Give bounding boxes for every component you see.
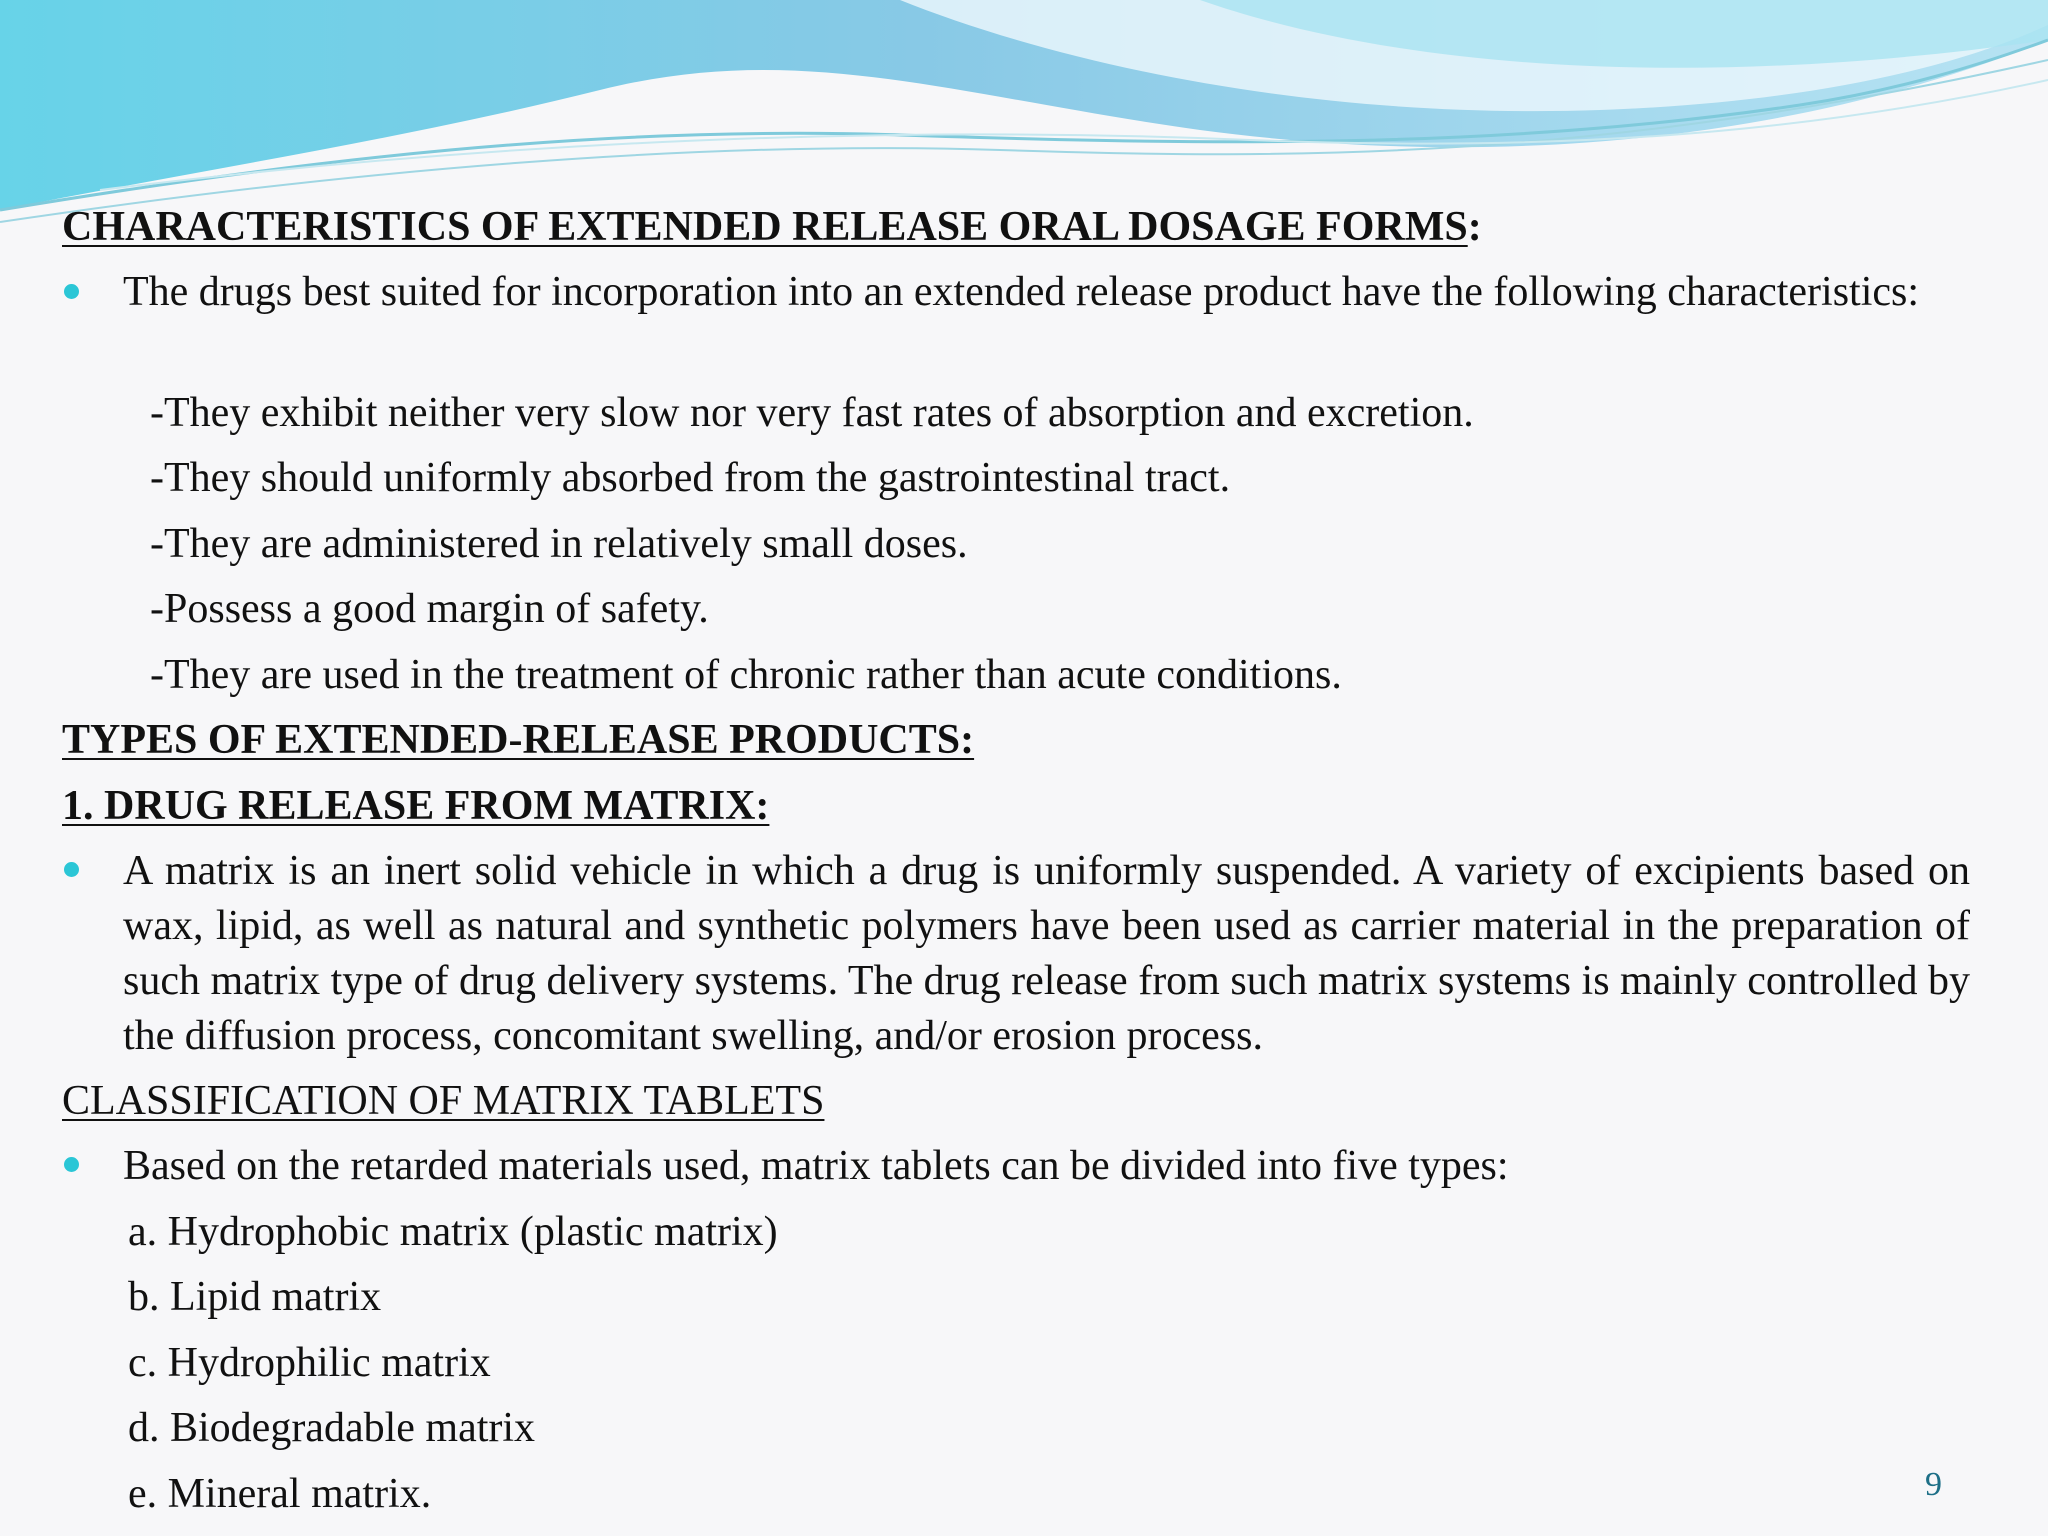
heading-types: TYPES OF EXTENDED-RELEASE PRODUCTS: [62,717,975,763]
bullet-dot [64,284,79,299]
heading-classification: CLASSIFICATION OF MATRIX TABLETS [62,1078,825,1124]
matrix-type-item: a. Hydrophobic matrix (plastic matrix) [128,1209,778,1255]
heading-characteristics-colon: : [1467,204,1482,250]
bullet-retarded-materials: Based on the retarded materials used, matrix tablets can be divided into five types: [123,1143,1509,1189]
heading-drug-release-matrix: 1. DRUG RELEASE FROM MATRIX: [62,783,770,829]
bullet-dot [64,862,79,877]
characteristic-item: -Possess a good margin of safety. [150,586,709,632]
characteristic-item: -They are used in the treatment of chronic rather than acute conditions. [150,652,1342,698]
matrix-type-item: e. Mineral matrix. [128,1471,432,1517]
matrix-type-item: d. Biodegradable matrix [128,1405,536,1451]
heading-characteristics [62,200,1482,255]
bullet-dot [64,1157,79,1172]
matrix-type-item: c. Hydrophilic matrix [128,1340,491,1386]
characteristic-item: -They should uniformly absorbed from the gastrointestinal tract. [150,455,1231,501]
bullet-drugs-best-suited: The drugs best suited for incorporation into an extended release product have the following characteristics: [123,269,1920,315]
bullet-matrix-definition: A matrix is an inert solid vehicle in which a drug is uniformly suspended. A variety of excipients based on wax, lipid, as well as natural and synthetic polymers have been used as carrier material in the preparation of such matrix type of drug delivery systems. The drug release from such matrix systems is mainly controlled by the diffusion process, concomitant swelling, and/or erosion process. [123,848,1970,1059]
heading-characteristics-text: CHARACTERISTICS OF EXTENDED RELEASE ORAL DOSAGE FORMS [62,204,1468,250]
characteristic-item: -They exhibit neither very slow nor very fast rates of absorption and excretion. [150,390,1474,436]
page-number: 9 [1925,1466,1942,1503]
characteristic-item: -They are administered in relatively small doses. [150,521,968,567]
matrix-type-item: b. Lipid matrix [128,1274,382,1320]
